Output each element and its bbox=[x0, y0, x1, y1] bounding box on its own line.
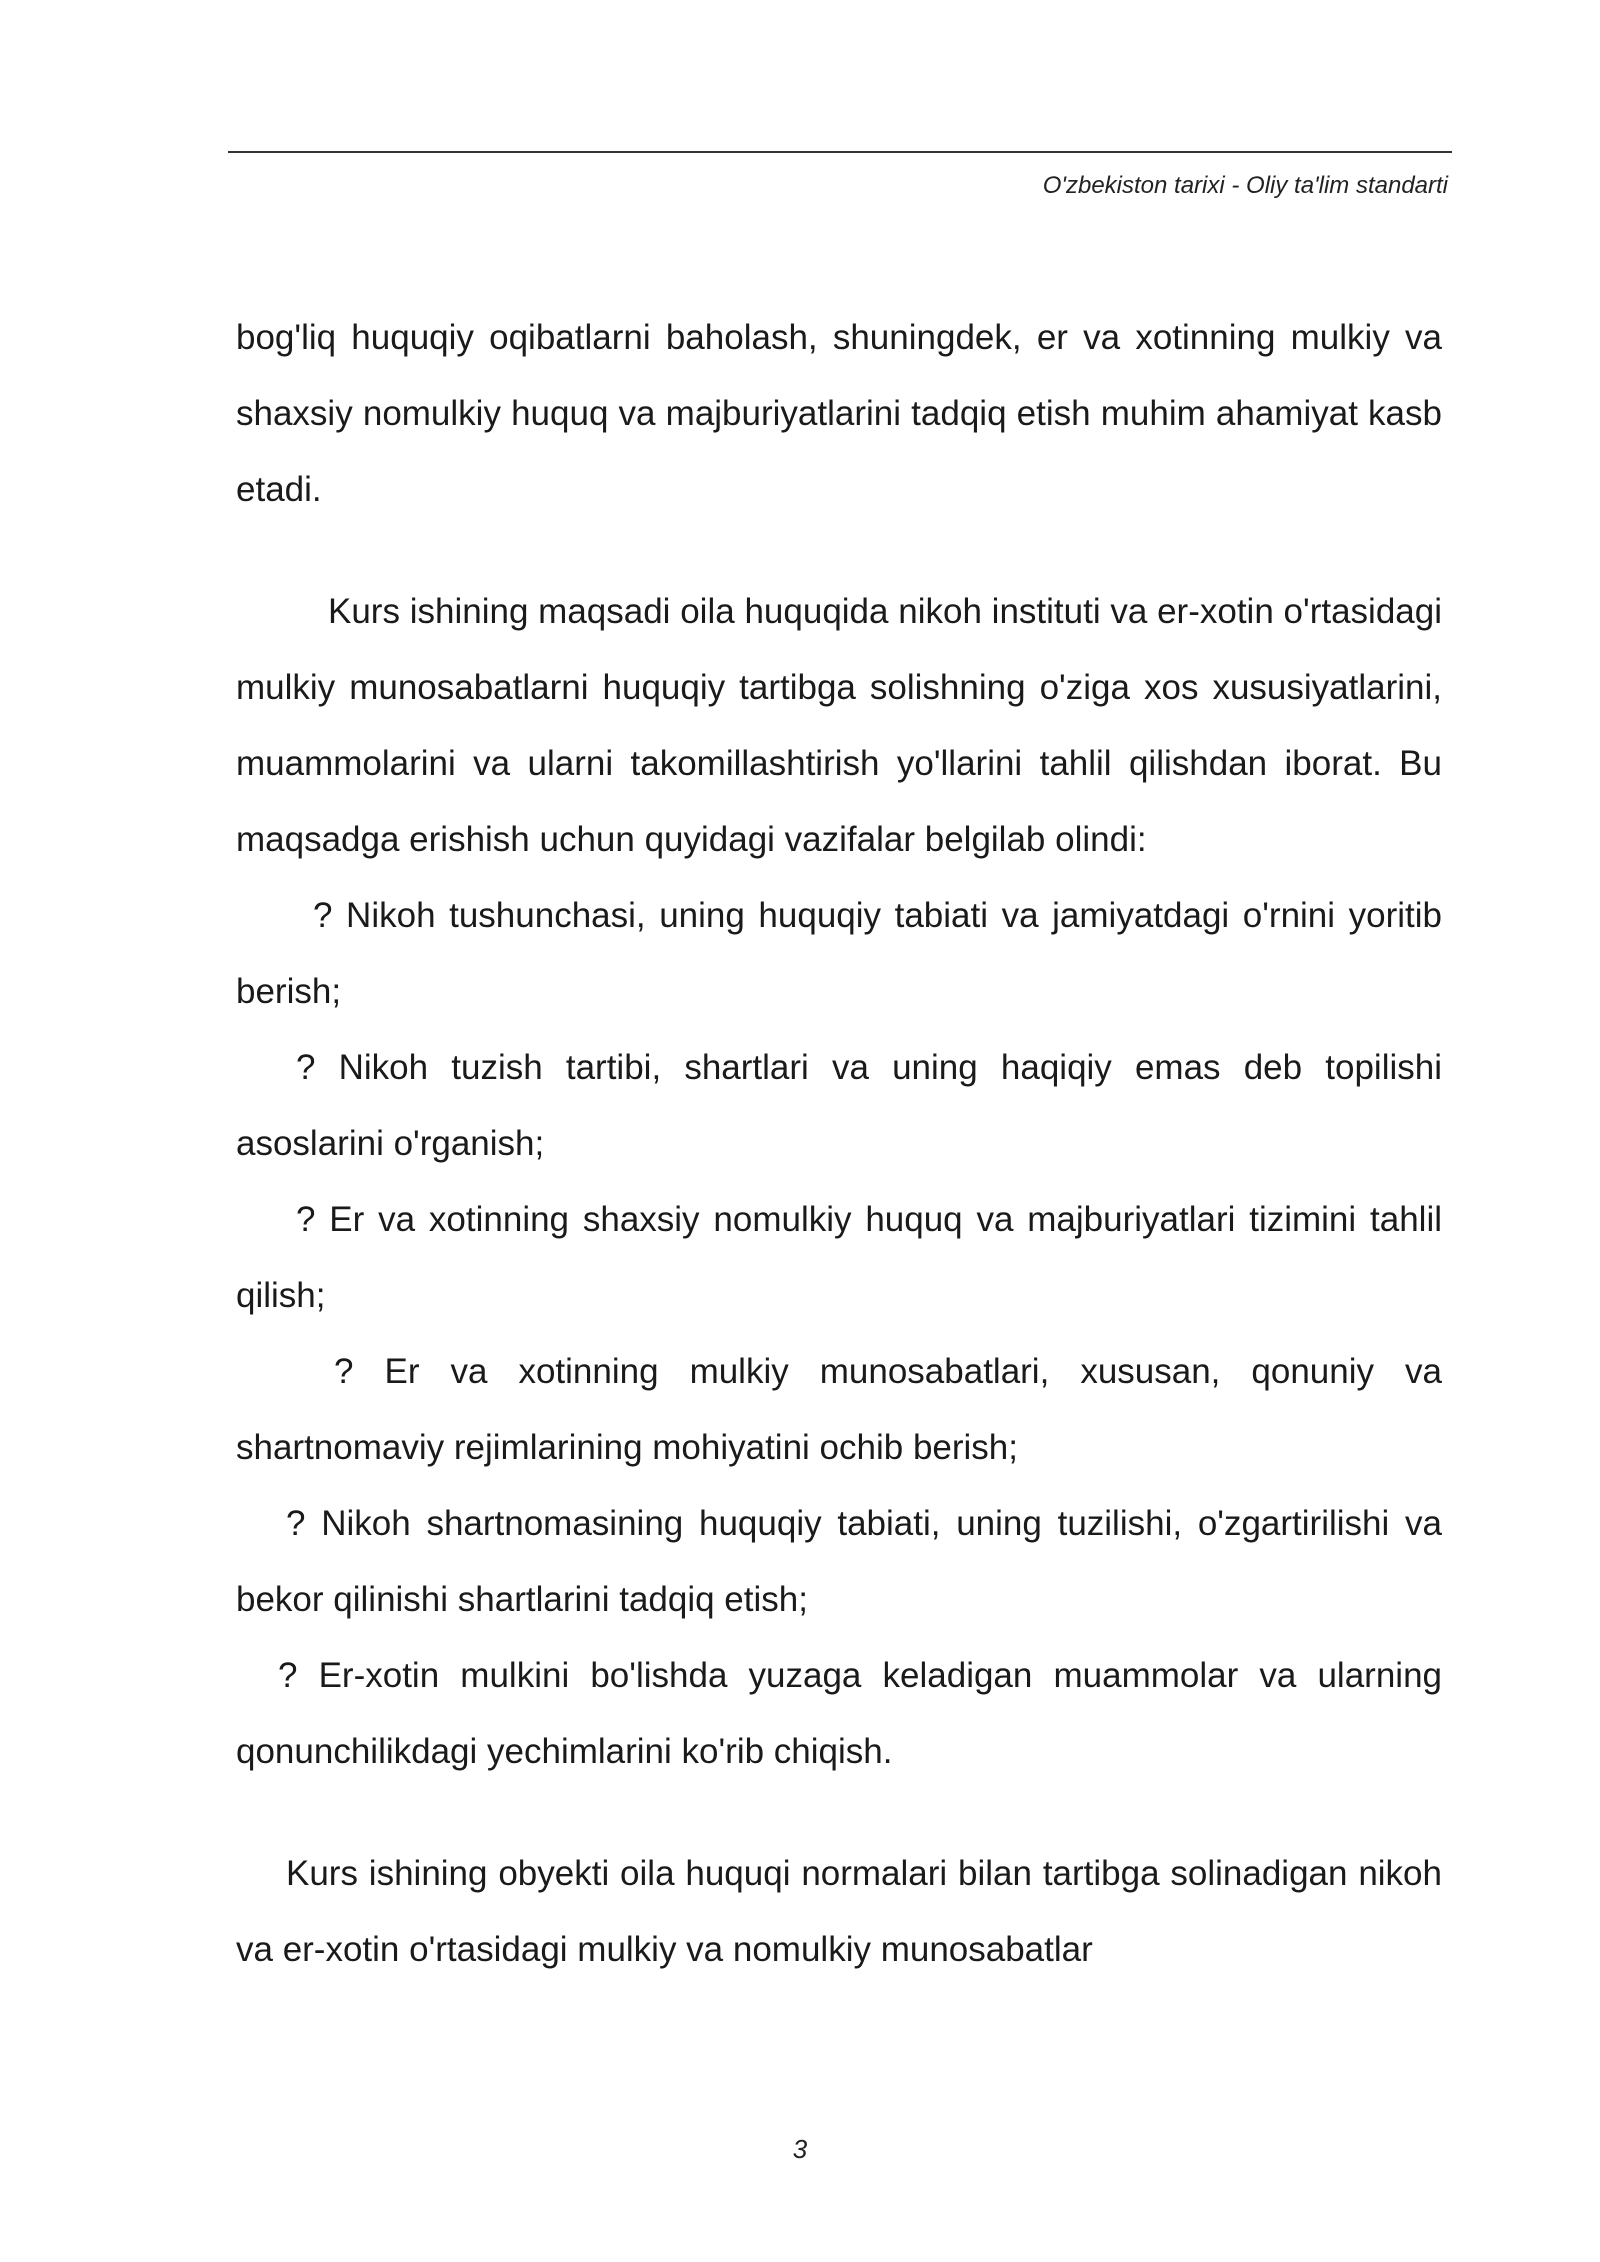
list-item-task-4: ? Er va xotinning mulkiy munosabatlari, xususan, qonuniy va shartnomaviy rejimlarining mohiyatini ochib berish; bbox=[236, 1352, 1442, 1467]
list-item-task-2: ? Nikoh tuzish tartibi, shartlari va uning haqiqiy emas deb topilishi asoslarini o'rganish; bbox=[236, 1048, 1442, 1163]
page-body bbox=[236, 300, 1442, 1988]
paragraph-object: Kurs ishining obyekti oila huquqi normalari bilan tartibga solinadigan nikoh va er-xotin o'rtasidagi mulkiy va nomulkiy munosabatlar bbox=[236, 1854, 1442, 1969]
list-item-task-1: ? Nikoh tushunchasi, uning huquqiy tabiati va jamiyatdagi o'rnini yoritib berish; bbox=[236, 896, 1442, 1011]
header-rule bbox=[228, 151, 1452, 153]
list-item-task-3: ? Er va xotinning shaxsiy nomulkiy huquq va majburiyatlari tizimini tahlil qilish; bbox=[236, 1200, 1442, 1315]
running-header-title: O'zbekiston tarixi - Oliy ta'lim standarti bbox=[1042, 172, 1448, 199]
list-item-task-5: ? Nikoh shartnomasining huquqiy tabiati, uning tuzilishi, o'zgartirilishi va bekor qilinishi shartlarini tadqiq etish; bbox=[236, 1504, 1442, 1619]
list-item-task-6: ? Er-xotin mulkini bo'lishda yuzaga keladigan muammolar va ularning qonunchilikdagi yechimlarini ko'rib chiqish. bbox=[236, 1656, 1442, 1771]
paragraph-continuation: bog'liq huquqiy oqibatlarni baholash, shuningdek, er va xotinning mulkiy va shaxsiy nomulkiy huquq va majburiyatlarini tadqiq etish muhim ahamiyat kasb etadi. bbox=[236, 318, 1442, 509]
paragraph-aim: Kurs ishining maqsadi oila huquqida nikoh instituti va er-xotin o'rtasidagi mulkiy munosabatlarni huquqiy tartibga solishning o'ziga xos xususiyatlarini, muammolarini va ularni takomillashtirish yo'llarini tahlil qilishdan iborat. Bu maqsadga erishish uchun quyidagi vazifalar belgilab olindi: bbox=[236, 592, 1442, 859]
page-number: 3 bbox=[792, 2134, 808, 2164]
